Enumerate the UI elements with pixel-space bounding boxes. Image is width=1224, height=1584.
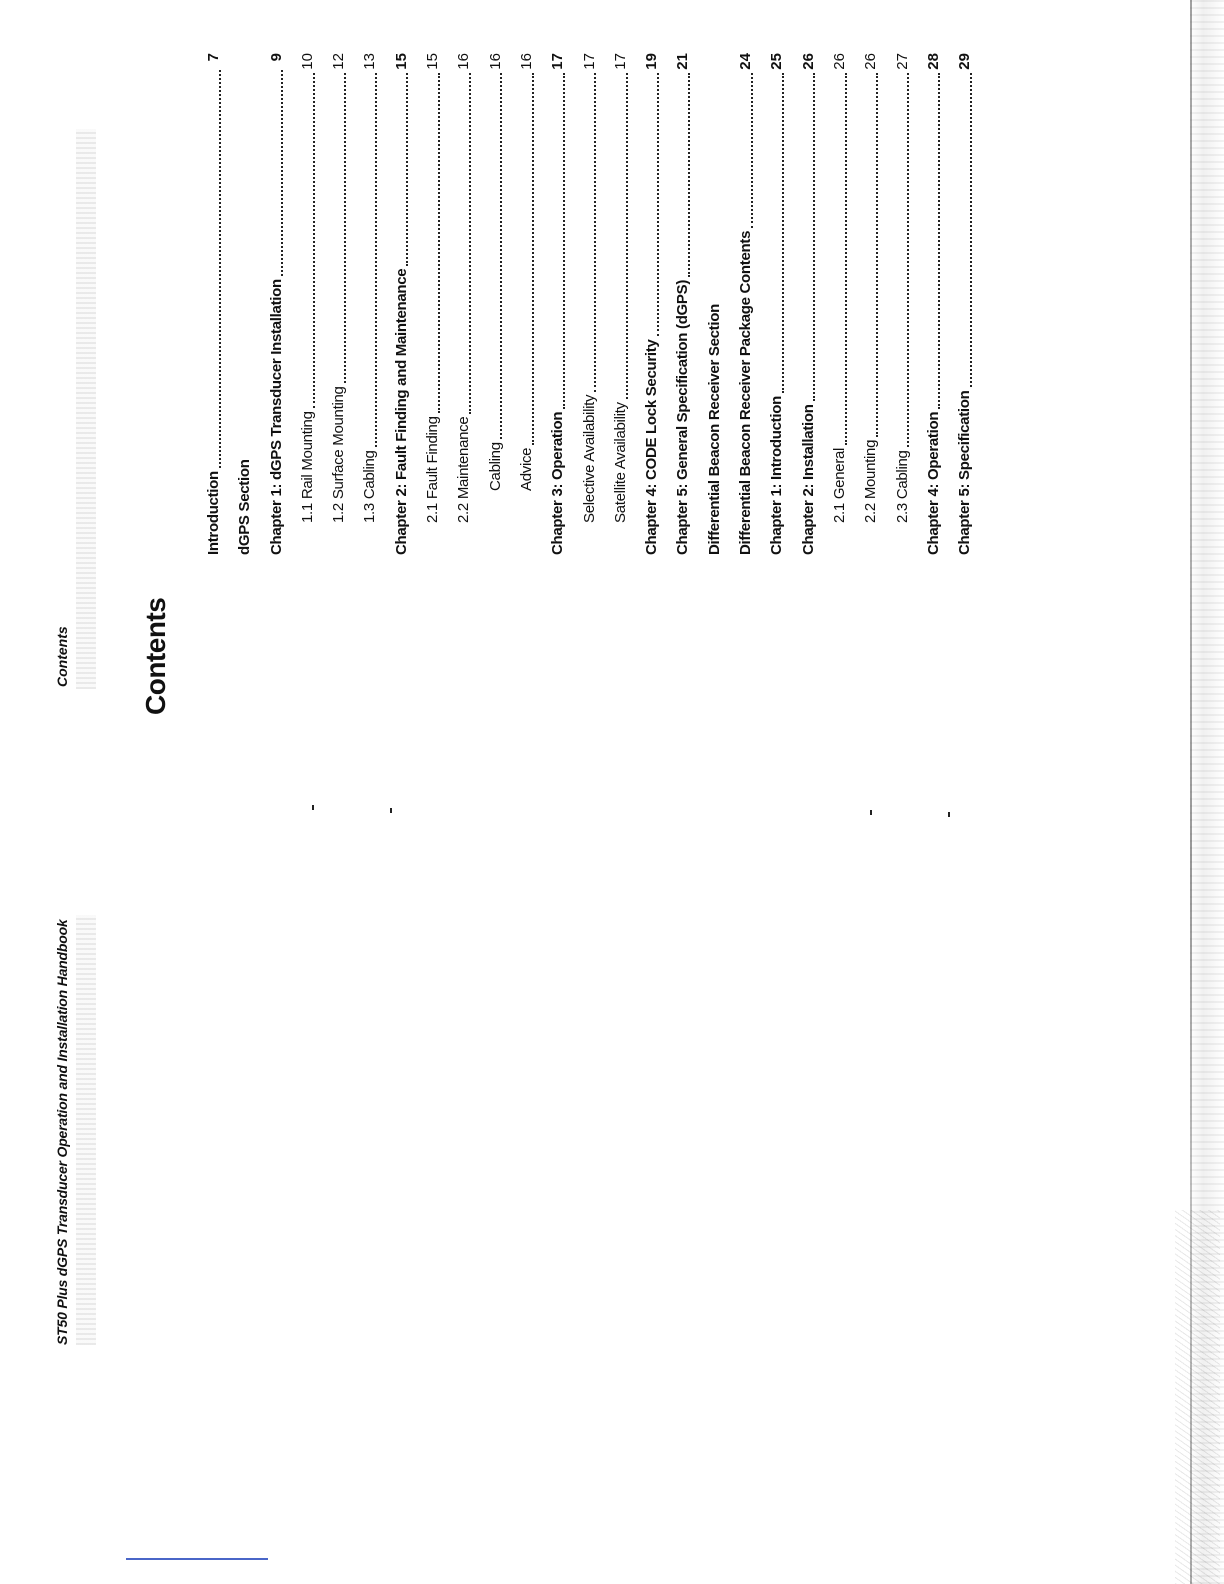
toc-entry-page-number: 7: [205, 53, 222, 62]
toc-dot-leader: [532, 73, 534, 445]
toc-entry-page-number: 10: [298, 53, 316, 70]
toc-dot-leader: [281, 70, 283, 276]
toc-entry-label: Advice: [517, 447, 535, 491]
scan-noise-corner: [1175, 1210, 1220, 1584]
toc-dot-leader: [406, 73, 408, 266]
scan-speck: [948, 812, 950, 817]
toc-dot-leader: [500, 73, 502, 440]
toc-entry-page-number: 19: [643, 53, 661, 70]
toc-entry-label: Introduction: [205, 471, 222, 555]
toc-entry: [636, 53, 667, 555]
toc-entry: [699, 53, 730, 555]
toc-entry-label: 2.3 Cabling: [893, 450, 911, 523]
toc-entry-label: 1.2 Surface Mounting: [330, 386, 348, 523]
toc-dot-leader: [469, 73, 471, 414]
toc-entry-page-number: 16: [455, 53, 473, 70]
toc-entry-label: 2.1 General: [830, 447, 848, 523]
toc-dot-leader: [688, 73, 690, 277]
toc-dot-leader: [876, 73, 878, 437]
toc-dot-leader: [219, 70, 221, 468]
toc-dot-leader: [970, 73, 972, 388]
toc-entry-label: 2.2 Maintenance: [455, 416, 473, 523]
toc-dot-leader: [344, 73, 346, 384]
toc-entry-page-number: 21: [674, 53, 692, 70]
toc-entry-page-number: 26: [830, 53, 848, 70]
toc-dot-leader: [375, 73, 377, 448]
toc-entry-page-number: 15: [392, 53, 410, 70]
toc-entry-page-number: 17: [549, 53, 567, 70]
toc-entry: [667, 53, 698, 555]
toc-entry-page-number: 12: [330, 53, 348, 70]
scan-speck: [390, 808, 392, 813]
toc-dot-leader: [782, 73, 784, 393]
toc-dot-leader: [313, 73, 315, 409]
toc-entry-label: Chapter 4: Operation: [924, 411, 942, 555]
toc-entry-label: Satellite Availability: [611, 402, 629, 523]
toc-entry-label: Chapter 3: Operation: [549, 411, 567, 555]
toc-entry-page-number: 15: [424, 53, 442, 70]
toc-entry-page-number: 24: [737, 53, 755, 70]
toc-entry: [198, 53, 229, 555]
page-underline-mark: [126, 1558, 268, 1560]
toc-entry: [511, 53, 542, 555]
toc-entry-page-number: 13: [361, 53, 379, 70]
toc-entry-label: Selective Availability: [580, 394, 598, 523]
toc-entry-page-number: 25: [768, 53, 786, 70]
running-head-rule-right: [76, 129, 96, 689]
toc-entry: [574, 53, 605, 555]
toc-entry: [448, 53, 479, 555]
toc-entry: [761, 53, 792, 555]
toc-entry-page-number: 29: [956, 53, 974, 70]
toc-entry: [323, 53, 354, 555]
toc-entry-label: Differential Beacon Receiver Package Contents: [737, 230, 755, 555]
table-of-contents: [198, 53, 980, 555]
toc-dot-leader: [845, 73, 847, 445]
running-head-title: ST50 Plus dGPS Transducer Operation and Installation Handbook: [54, 919, 70, 1345]
toc-entry: [480, 53, 511, 555]
toc-entry-page-number: 17: [580, 53, 598, 70]
running-head: [50, 35, 100, 1555]
toc-entry-page-number: 27: [893, 53, 911, 70]
toc-entry-label: Chapter 2: Installation: [799, 404, 817, 555]
toc-dot-leader: [594, 73, 596, 392]
toc-entry: [354, 53, 385, 555]
scan-speck: [870, 810, 872, 815]
toc-entry-label: Chapter 4: CODE Lock Security: [643, 339, 661, 555]
toc-entry: [229, 53, 260, 555]
toc-entry-page-number: 17: [611, 53, 629, 70]
toc-dot-leader: [813, 73, 815, 402]
toc-entry: [855, 53, 886, 555]
toc-entry: [730, 53, 761, 555]
running-head-rule-left: [76, 915, 96, 1345]
toc-entry-page-number: 16: [517, 53, 535, 70]
toc-dot-leader: [563, 73, 565, 409]
toc-entry-label: 2.2 Mounting: [862, 439, 880, 523]
toc-entry-label: 1.1 Rail Mounting: [298, 411, 316, 523]
toc-entry-page-number: 28: [924, 53, 942, 70]
page-title: Contents: [140, 597, 171, 715]
running-head-section: Contents: [54, 626, 70, 687]
toc-entry: [417, 53, 448, 555]
toc-entry: [793, 53, 824, 555]
toc-entry-label: Chapter 1: Introduction: [768, 396, 786, 555]
toc-entry-page-number: 16: [486, 53, 504, 70]
toc-entry-label: dGPS Section: [236, 459, 254, 555]
toc-entry-label: Chapter 2: Fault Finding and Maintenance: [392, 268, 410, 555]
toc-dot-leader: [938, 73, 940, 409]
toc-dot-leader: [751, 73, 753, 228]
toc-entry-page-number: 26: [799, 53, 817, 70]
rotated-page: [50, 35, 1050, 1555]
toc-entry-label: Chapter 5: General Specification (dGPS): [674, 279, 692, 555]
scan-speck: [312, 805, 314, 810]
toc-entry: [824, 53, 855, 555]
toc-dot-leader: [907, 73, 909, 448]
toc-entry: [542, 53, 573, 555]
toc-entry-label: Cabling: [486, 442, 504, 491]
toc-entry: [887, 53, 918, 555]
toc-entry: [261, 53, 292, 555]
toc-entry: [386, 53, 417, 555]
toc-dot-leader: [438, 73, 440, 414]
toc-dot-leader: [626, 73, 628, 400]
toc-entry-label: 1.3 Cabling: [361, 450, 379, 523]
toc-entry: [605, 53, 636, 555]
toc-entry: [918, 53, 949, 555]
toc-entry: [949, 53, 980, 555]
toc-dot-leader: [657, 73, 659, 337]
toc-entry-label: Differential Beacon Receiver Section: [705, 304, 723, 555]
toc-entry-page-number: 26: [862, 53, 880, 70]
toc-entry-label: Chapter 1: dGPS Transducer Installation: [267, 279, 285, 555]
toc-entry-page-number: 9: [267, 53, 285, 62]
toc-entry-label: Chapter 5: Specification: [956, 390, 974, 555]
toc-entry: [292, 53, 323, 555]
toc-entry-label: 2.1 Fault Finding: [424, 416, 442, 523]
